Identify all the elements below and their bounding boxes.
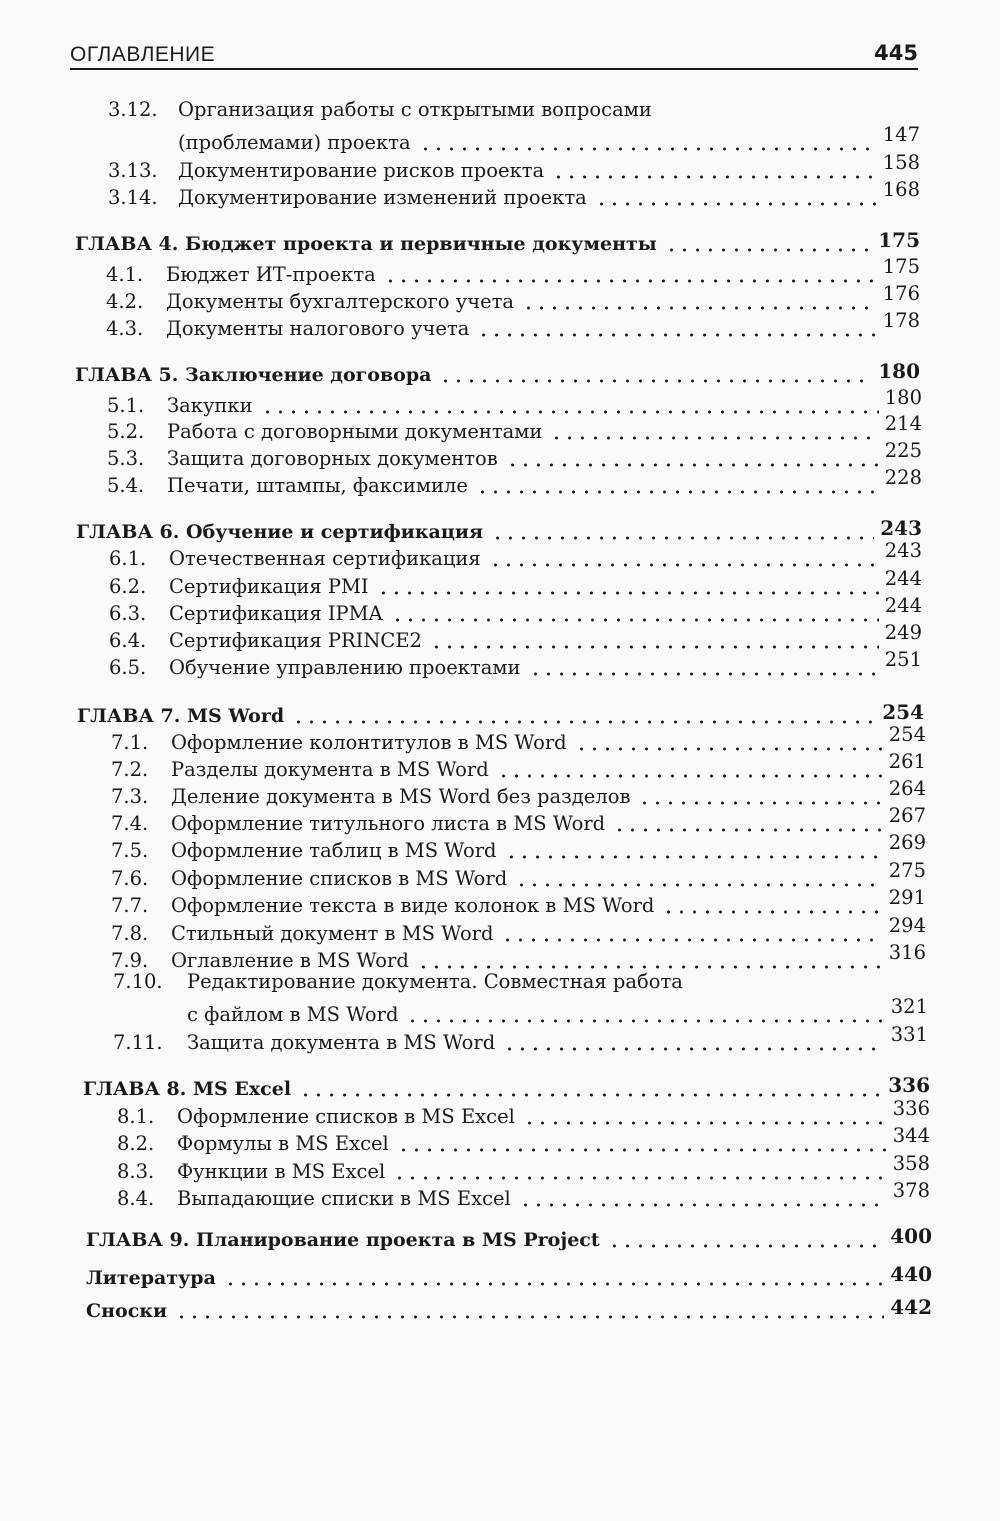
dot-leader: [515, 883, 883, 887]
toc-entry-page: 175: [882, 255, 920, 278]
toc-entry-title: Сертификация IPMA: [169, 602, 383, 625]
toc-entry-page: 214: [884, 412, 922, 435]
toc-entry-page: 336: [892, 1097, 930, 1120]
toc-chapter-4[interactable]: [75, 228, 920, 256]
toc-entry-page: 249: [884, 621, 922, 644]
dot-leader: [519, 1203, 887, 1207]
toc-entry-number: 4.3.: [106, 317, 144, 340]
toc-entry-3-12[interactable]: [178, 123, 920, 155]
toc-chapter-title: ГЛАВА 8. MS Excel: [83, 1078, 292, 1100]
dot-leader: [476, 490, 879, 494]
toc-entry-title: Оформление текста в виде колонок в MS Word: [171, 894, 655, 917]
toc-entry-title: Оформление колонтитулов в MS Word: [171, 731, 567, 754]
toc-entry-title: Бюджет ИТ-проекта: [166, 263, 376, 286]
toc-chapter-page: 336: [888, 1073, 930, 1097]
toc-entry-page: 378: [892, 1179, 930, 1202]
toc-entry-page: 147: [882, 123, 920, 146]
dot-leader: [175, 1315, 884, 1319]
toc-entry-page: 251: [884, 648, 922, 671]
toc-entry-page: 358: [892, 1152, 930, 1175]
toc-entry-title: Формулы в MS Excel: [177, 1132, 389, 1155]
dot-leader: [665, 248, 872, 252]
toc-entry-title: Закупки: [167, 394, 253, 417]
toc-entry-number: 8.2.: [117, 1132, 155, 1155]
toc-footnotes[interactable]: [86, 1295, 932, 1323]
toc-entry-number: 7.8.: [111, 922, 149, 945]
toc-entry-title: Защита договорных документов: [167, 447, 498, 470]
toc-entry-number: 4.2.: [106, 290, 144, 313]
dot-leader: [391, 618, 879, 622]
toc-entry-number: 3.12.: [108, 98, 158, 121]
toc-chapter-page: 400: [890, 1224, 932, 1248]
toc-entry-page: 344: [892, 1124, 930, 1147]
toc-entry-number: 5.3.: [107, 447, 145, 470]
dot-leader: [377, 591, 879, 595]
toc-entry-page: 291: [888, 886, 926, 909]
toc-entry-number: 7.9.: [111, 949, 149, 972]
toc-chapter-page: 254: [882, 700, 924, 724]
dot-leader: [638, 801, 882, 805]
toc-literature-title: Литература: [86, 1267, 216, 1289]
toc-entry-title: Работа с договорными документами: [167, 420, 543, 443]
toc-entry-number: 5.1.: [107, 394, 145, 417]
toc-entry-number: 6.2.: [109, 575, 147, 598]
dot-leader: [430, 645, 879, 649]
toc-entry-page: 267: [888, 804, 926, 827]
toc-chapter-title: ГЛАВА 5. Заключение договора: [75, 364, 432, 386]
toc-entry-7-6[interactable]: [111, 859, 926, 891]
toc-entry-page: 158: [882, 151, 920, 174]
toc-chapter-title: ГЛАВА 4. Бюджет проекта и первичные документы: [75, 233, 657, 255]
dot-leader: [523, 1121, 887, 1125]
toc-entry-number: 8.4.: [117, 1187, 155, 1210]
dot-leader: [595, 202, 877, 206]
toc-entry-8-4[interactable]: [117, 1179, 930, 1211]
toc-entry-8-1[interactable]: [117, 1097, 930, 1129]
toc-entry-title: Сертификация PRINCE2: [169, 629, 422, 652]
dot-leader: [505, 855, 883, 859]
toc-entry-title: Защита документа в MS Word: [187, 1031, 496, 1054]
toc-entry-page: 176: [882, 282, 920, 305]
toc-entry-7-4[interactable]: [111, 804, 926, 836]
dot-leader: [608, 1244, 885, 1248]
dot-leader: [575, 747, 883, 751]
toc-entry-page: 244: [884, 594, 922, 617]
toc-chapter-title: ГЛАВА 9. Планирование проекта в MS Project: [86, 1229, 600, 1251]
toc-entry-title: Документирование рисков проекта: [178, 159, 545, 182]
toc-entry-page: 264: [888, 777, 926, 800]
toc-entry-page: 316: [888, 941, 926, 964]
toc-entry-6-5[interactable]: [109, 648, 922, 680]
dot-leader: [417, 965, 883, 969]
dot-leader: [393, 1176, 887, 1180]
toc-entry-title: Оглавление в MS Word: [171, 949, 409, 972]
toc-entry-number: 5.2.: [107, 420, 145, 443]
toc-entry-title: Оформление титульного листа в MS Word: [171, 812, 606, 835]
toc-chapter-8[interactable]: [83, 1073, 930, 1101]
toc-entry-page: 225: [884, 439, 922, 462]
toc-entry-number: 7.7.: [111, 894, 149, 917]
toc-entry-8-2[interactable]: [117, 1124, 930, 1156]
toc-entry-title: Разделы документа в MS Word: [171, 758, 489, 781]
toc-entry-title: Оформление таблиц в MS Word: [171, 839, 497, 862]
toc-entry-5-1[interactable]: [107, 386, 922, 418]
toc-entry-3-13[interactable]: [108, 151, 920, 183]
toc-entry-title: Отечественная сертификация: [169, 547, 481, 570]
toc-entry-5-2[interactable]: [107, 412, 922, 444]
dot-leader: [529, 672, 879, 676]
toc-entry-title: Печати, штампы, факсимиле: [167, 474, 468, 497]
dot-leader: [613, 828, 883, 832]
toc-entry-7-7[interactable]: [111, 886, 926, 918]
toc-entry-number: 8.1.: [117, 1105, 155, 1128]
toc-entry-title: Выпадающие списки в MS Excel: [177, 1187, 511, 1210]
dot-leader: [503, 1047, 885, 1051]
dot-leader: [419, 147, 877, 151]
toc-entry-number: 7.6.: [111, 867, 149, 890]
toc-entry-7-8[interactable]: [111, 914, 926, 946]
toc-chapter-title: ГЛАВА 7. MS Word: [77, 705, 285, 727]
toc-entry-4-3[interactable]: [106, 309, 920, 341]
toc-entry-page: 243: [884, 539, 922, 562]
running-title: ОГЛАВЛЕНИЕ: [70, 43, 216, 66]
toc-chapter-7[interactable]: [77, 700, 924, 728]
toc-footnotes-title: Сноски: [86, 1300, 168, 1322]
toc-entry-page: 178: [882, 309, 920, 332]
toc-chapter-page: 175: [878, 228, 920, 252]
dot-leader: [662, 910, 882, 914]
toc-entry-page: 294: [888, 914, 926, 937]
toc-entry-page: 244: [884, 567, 922, 590]
dot-leader: [292, 720, 876, 724]
toc-entry-title: Документы бухгалтерского учета: [166, 290, 515, 313]
toc-entry-6-1[interactable]: [109, 539, 922, 571]
toc-entry-6-4[interactable]: [109, 621, 922, 653]
toc-entry-number: 6.1.: [109, 547, 147, 570]
dot-leader: [299, 1093, 882, 1097]
toc-entry-7-3[interactable]: [111, 777, 926, 809]
toc-entry-title: Редактирование документа. Совместная работа: [187, 970, 683, 993]
toc-entry-number: 6.5.: [109, 656, 147, 679]
toc-entry-number: 7.10.: [113, 970, 163, 993]
dot-leader: [497, 774, 883, 778]
toc-entry-page: 269: [888, 831, 926, 854]
dot-leader: [261, 410, 879, 414]
dot-leader: [489, 563, 879, 567]
toc-entry-page: 275: [888, 859, 926, 882]
toc-entry-page: 321: [890, 995, 928, 1018]
dot-leader: [552, 175, 877, 179]
toc-entry-page: 254: [888, 723, 926, 746]
toc-entry-number: 7.11.: [113, 1031, 163, 1054]
toc-entry-number: 4.1.: [106, 263, 144, 286]
toc-footnotes-page: 442: [890, 1295, 932, 1319]
toc-entry-4-1[interactable]: [106, 255, 920, 287]
toc-entry-number: 3.13.: [108, 159, 158, 182]
toc-entry-title: Документирование изменений проекта: [178, 186, 587, 209]
dot-leader: [439, 379, 872, 383]
toc-entry-8-3[interactable]: [117, 1152, 930, 1184]
toc-entry-6-2[interactable]: [109, 567, 922, 599]
toc-entry-5-4[interactable]: [107, 466, 922, 498]
toc-entry-7-10[interactable]: [187, 995, 928, 1027]
dot-leader: [491, 536, 874, 540]
toc-literature[interactable]: [86, 1262, 932, 1290]
toc-entry-title: Организация работы с открытыми вопросами: [178, 98, 652, 121]
toc-entry-title: Функции в MS Excel: [177, 1160, 386, 1183]
dot-leader: [477, 333, 876, 337]
dot-leader: [501, 938, 882, 942]
toc-entry-3-14[interactable]: [108, 178, 920, 210]
toc-entry-title: Оформление списков в MS Word: [171, 867, 508, 890]
toc-entry-title: Оформление списков в MS Excel: [177, 1105, 515, 1128]
toc-entry-page: 261: [888, 750, 926, 773]
toc-entry-number: 7.2.: [111, 758, 149, 781]
toc-chapter-page: 243: [880, 516, 922, 540]
toc-chapter-6[interactable]: [76, 516, 922, 544]
page-number: 445: [874, 41, 918, 65]
toc-entry-page: 331: [890, 1023, 928, 1046]
toc-chapter-page: 180: [878, 359, 920, 383]
toc-entry-4-2[interactable]: [106, 282, 920, 314]
toc-entry-title: Сертификация PMI: [169, 575, 369, 598]
toc-entry-page: 168: [882, 178, 920, 201]
toc-entry-7-5[interactable]: [111, 831, 926, 863]
dot-leader: [550, 436, 878, 440]
toc-entry-7-9[interactable]: [111, 941, 926, 973]
dot-leader: [384, 279, 877, 283]
toc-entry-title: (проблемами) проекта: [178, 131, 411, 154]
toc-entry-5-3[interactable]: [107, 439, 922, 471]
toc-entry-number: 7.5.: [111, 839, 149, 862]
toc-entry-number: 7.4.: [111, 812, 149, 835]
toc-entry-title: с файлом в MS Word: [187, 1003, 399, 1026]
toc-entry-6-3[interactable]: [109, 594, 922, 626]
toc-entry-number: 3.14.: [108, 186, 158, 209]
dot-leader: [506, 463, 879, 467]
toc-entry-7-11[interactable]: [113, 1023, 928, 1055]
toc-entry-title: Деление документа в MS Word без разделов: [171, 785, 631, 808]
toc-chapter-title: ГЛАВА 6. Обучение и сертификация: [76, 521, 484, 543]
dot-leader: [406, 1019, 884, 1023]
toc-entry-title: Документы налогового учета: [166, 317, 470, 340]
toc-entry-number: 8.3.: [117, 1160, 155, 1183]
toc-entry-7-1[interactable]: [111, 723, 926, 755]
toc-entry-number: 5.4.: [107, 474, 145, 497]
toc-entry-number: 6.4.: [109, 629, 147, 652]
dot-leader: [397, 1148, 887, 1152]
toc-chapter-5[interactable]: [75, 359, 920, 387]
toc-literature-page: 440: [890, 1262, 932, 1286]
toc-entry-number: 7.1.: [111, 731, 149, 754]
toc-entry-page: 180: [884, 386, 922, 409]
toc-entry-7-10-line1: [113, 970, 683, 994]
toc-entry-7-2[interactable]: [111, 750, 926, 782]
dot-leader: [224, 1282, 884, 1286]
toc-entry-number: 7.3.: [111, 785, 149, 808]
dot-leader: [522, 306, 877, 310]
toc-entry-title: Обучение управлению проектами: [169, 656, 521, 679]
toc-chapter-9[interactable]: [86, 1224, 932, 1252]
toc-entry-number: 6.3.: [109, 602, 147, 625]
toc-entry-title: Стильный документ в MS Word: [171, 922, 494, 945]
toc-entry-page: 228: [884, 466, 922, 489]
toc-entry-3-12-line1: [108, 98, 652, 122]
